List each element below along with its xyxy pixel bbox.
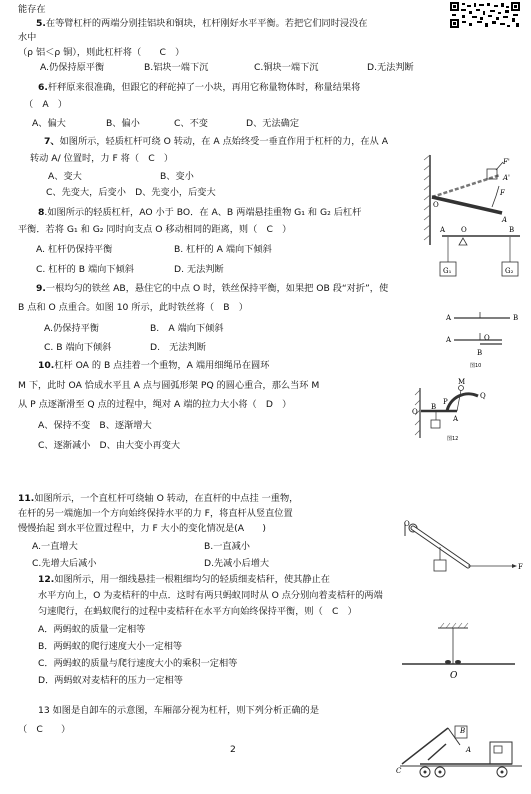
q6-option: D、无法确定 [246, 118, 300, 129]
q11-line2: 在杆的另一端施加一个方向始终保持水平的力 F，将直杆从竖直位置 [18, 508, 293, 519]
q8-label: G₁ [443, 267, 452, 275]
q9-label: B [477, 349, 483, 357]
q10-options-line1: A、保持不变 B、逐渐增大 [38, 420, 152, 431]
q8-label: A [440, 226, 446, 234]
q6-text: 杆秤原来很准确，但跟它的秤砣掉了一小块，再用它称量物体时，称量结果将 [47, 82, 361, 93]
q10-label: M [458, 378, 466, 386]
q12-number: 12. [38, 574, 55, 585]
q8-text: .如图所示的轻质杠杆，AO 小于 BO．在 A、B 两端悬挂重物 G₁ 和 G₂ 后杠杆 [44, 207, 362, 218]
q9-label: A [446, 336, 452, 344]
q10-text: 杠杆 OA 的 B 点挂着一个重物，A 端用细绳吊在圆环 [54, 360, 270, 371]
q10-label: Q [480, 392, 486, 400]
q12-label: O [450, 671, 458, 681]
q10-line3: 从 P 点逐渐滑至 Q 点的过程中，绳对 A 端的拉力大小将（ D ） [18, 399, 292, 410]
q7-label: F [500, 189, 505, 197]
q13-label: A [466, 746, 472, 754]
q8-option: A. 杠杆仍保持平衡 [36, 244, 113, 255]
q8-label: O [461, 226, 467, 234]
q9-option: C. B 端向下倾斜 [44, 342, 112, 353]
q6-option: C、不变 [174, 118, 208, 129]
q12-option: C．两蚂蚁的质量与爬行速度大小的乘积一定相等 [38, 658, 238, 669]
q9-option: B. A 端向下倾斜 [150, 323, 224, 334]
q12-text: 如图所示，用一细线悬挂一根粗细均匀的轻质细麦桔秆，使其静止在 [54, 574, 330, 585]
q8-option: C. 杠杆的 B 端向下倾斜 [36, 264, 134, 275]
q5-option: C.铜块一端下沉 [254, 62, 319, 73]
q5-line3: （ρ 铝＜ρ 铜），则此杠杆将（ C ） [18, 47, 185, 58]
q10-caption: 图12 [447, 436, 459, 442]
q9-caption: 图10 [470, 363, 482, 369]
q8-label: G₂ [505, 267, 514, 275]
q10-options-line2: C、逐渐减小 D、由大变小再变大 [38, 440, 181, 451]
q7-label: A' [503, 174, 510, 182]
q7-number: 7、 [44, 136, 60, 147]
q13-label: B [460, 727, 466, 735]
q7-line2: 转动 A/ 位置时，力 F 将（ C ） [30, 153, 174, 164]
q5-option: A.仍保持原平衡 [40, 62, 105, 73]
q6-line2: （ A ） [24, 99, 68, 110]
q10-label: O [412, 408, 418, 416]
q9-option: A.仍保持平衡 [44, 323, 99, 334]
q5-number: 5. [36, 18, 46, 29]
q10-label: P [443, 398, 448, 406]
q5-line2: 水中 [18, 32, 37, 43]
q11-label: O [404, 520, 410, 528]
q8-option: D. 无法判断 [174, 264, 224, 275]
q11-label: F [518, 563, 523, 571]
q7-label: A [502, 216, 508, 224]
q10-label: A [453, 415, 459, 423]
q9-line2: B 点和 O 点重合。如图 10 所示，此时铁丝将（ B ） [18, 302, 248, 313]
q12-option: A．两蚂蚁的质量一定相等 [38, 624, 146, 635]
q5-text: 在等臂杠杆的两端分别挂铝块和铜块，杠杆刚好水平平衡。若把它们同时浸没在 [45, 18, 368, 29]
page-number: 2 [230, 744, 236, 755]
q7-option: B、变小 [160, 171, 194, 182]
q12-option: B．两蚂蚁的爬行速度大小一定相等 [38, 641, 183, 652]
q6-number: 6. [38, 82, 48, 93]
q5-option: D.无法判断 [367, 62, 414, 73]
q12-line2: 水平方向上，O 为麦桔秆的中点．这时有两只蚂蚁同时从 O 点分别向着麦桔秆的两端 [38, 590, 383, 601]
q9-number: 9. [36, 283, 46, 294]
q11-option: B.一直减小 [204, 541, 250, 552]
q11-option: D.先减小后增大 [204, 558, 270, 569]
q7-label: F' [503, 158, 510, 166]
line-continued: 能存在 [18, 4, 46, 15]
q7-text: 如图所示，轻质杠杆可绕 O 转动，在 A 点始终受一垂直作用于杠杆的力，在从 A [59, 136, 388, 147]
q13-line2: （ C ） [18, 724, 71, 735]
q7-options-line2: C、先变大，后变小 D、先变小，后变大 [46, 187, 216, 198]
q11-option: C.先增大后减小 [32, 558, 97, 569]
q8-line2: 平衡．若将 G₁ 和 G₂ 同时向支点 O 移动相同的距离，则（ C ） [18, 224, 292, 235]
q12-option: D．两蚂蚁对麦桔秆的压力一定相等 [38, 675, 183, 686]
q10-line2: M 下，此时 OA 恰成水平且 A 点与圆弧形架 PQ 的圆心重合，那么当环 M [18, 380, 320, 391]
q8-option: B. 杠杆的 A 端向下倾斜 [174, 244, 272, 255]
q13-line1: 13 如图是自卸车的示意图，车厢部分视为杠杆，则下列分析正确的是 [38, 705, 320, 716]
q7-label: O [433, 201, 439, 209]
q9-label: O [484, 334, 490, 342]
q6-option: A、偏大 [32, 118, 66, 129]
q11-text: 如图所示，一个直杠杆可绕轴 O 转动，在直杆的中点挂 一重物， [34, 493, 299, 504]
q11-line3: 慢慢抬起 到水平位置过程中，力 F 大小的变化情况是(A ) [18, 523, 266, 534]
q8-number: 8 [38, 207, 45, 218]
q11-number: 11. [18, 493, 35, 504]
q8-label: B [509, 226, 515, 234]
q5-option: B.铝块一端下沉 [144, 62, 209, 73]
q12-line3: 匀速爬行，在蚂蚁爬行的过程中麦桔秆在水平方向始终保持平衡，则（ C ） [38, 606, 357, 617]
q10-label: B [431, 403, 437, 411]
q13-label: C [396, 767, 402, 775]
q9-label: A [446, 314, 452, 322]
q7-option: A、变大 [48, 171, 82, 182]
q11-option: A.一直增大 [32, 541, 78, 552]
q9-label: B [513, 314, 519, 322]
q9-option: D. 无法判断 [150, 342, 206, 353]
q10-number: 10. [38, 360, 55, 371]
q6-option: B、偏小 [106, 118, 140, 129]
q9-text: 一根均匀的铁丝 AB，悬住它的中点 O 时，铁丝保持平衡，如果把 OB 段“对折”，使 [45, 283, 389, 294]
